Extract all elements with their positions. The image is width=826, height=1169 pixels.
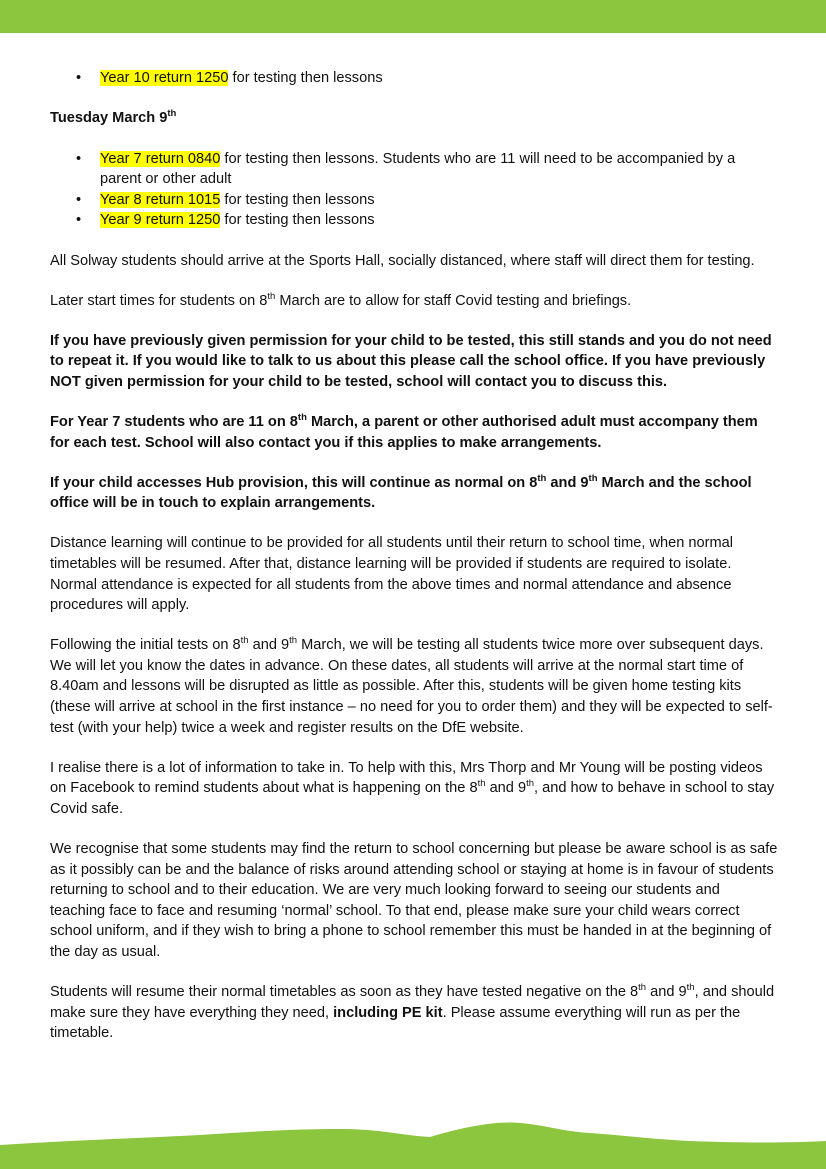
tuesday-return-list [50, 149, 778, 231]
list-item: • Year 9 return 1250 for testing then lessons [100, 210, 778, 231]
paragraph-arrival: All Solway students should arrive at the Sports Hall, socially distanced, where staff will direct them for testing. [50, 252, 755, 269]
letter-body [50, 68, 778, 1063]
paragraph-year7-adult: For Year 7 students who are 11 on 8th March, a parent or other authorised adult must accompany them for each test. School will also contact you if this applies to make arrangements. [50, 412, 758, 451]
pe-kit-emphasis: including PE kit [333, 1004, 443, 1021]
highlighted-return-time: Year 10 return 1250 [100, 70, 229, 86]
paragraph-videos: I realise there is a lot of information to take in. To help with this, Mrs Thorp and Mr Young will be posting videos on Facebook to remind students about what is happening on the 8th and 9th, and how to behave in school to stay Covid safe. [50, 759, 775, 817]
heading-tuesday: Tuesday March 9th [50, 108, 177, 127]
paragraph-later-start: Later start times for students on 8th March are to allow for staff Covid testing and briefings. [50, 290, 632, 309]
monday-return-list [50, 68, 778, 89]
paragraph-permission: If you have previously given permission for your child to be tested, this still stands and you do not need to repeat it. If you would like to talk to us about this please call the school office. If you have previously NOT given permission for your child to be tested, school will contact you to discuss this. [50, 332, 772, 390]
paragraph-hub-provision: If your child accesses Hub provision, this will continue as normal on 8th and 9th March and the school office will be in touch to explain arrangements. [50, 472, 752, 512]
paragraph-timetables: Students will resume their normal timetables as soon as they have tested negative on the 8th and 9th, and should make sure they have everything they need, including PE kit. Please assume everything will run as per the timetable. [50, 982, 775, 1042]
highlighted-return-time: Year 9 return 1250 [100, 212, 221, 229]
paragraph-further-testing: Following the initial tests on 8th and 9th March, we will be testing all students twice more over subsequent days. We will let you know the dates in advance. On these dates, all students will arrive at the normal start time of 8.40am and lessons will be disrupted as little as possible. After this, students will be given home testing kits (these will arrive at school in the first instance – no need for you to order them) and they will be expected to self-test (with your help) twice a week and register results on the DfE website. [50, 635, 773, 736]
footer-green-hills [0, 1115, 826, 1169]
header-green-band [0, 0, 826, 33]
paragraph-distance-learning: Distance learning will continue to be provided for all students until their return to school time, when normal timetables will be resumed. After that, distance learning will be provided if students are required to isolate. Normal attendance is expected for all students from the above times and normal attendance and absence procedures will apply. [50, 535, 734, 614]
paragraph-concerns: We recognise that some students may find the return to school concerning but please be aware school is as safe as it possibly can be and the balance of risks around attending school or staying at home is in favour of students returning to school and to their education. We are very much looking forward to seeing our students and teaching face to face and resuming ‘normal’ school. To that end, please make sure your child wears correct school uniform, and if they wish to bring a phone to school remember this must be handed in at the beginning of the day as usual. [50, 841, 778, 960]
list-item: • Year 10 return 1250 for testing then lessons [100, 68, 778, 89]
list-item: • Year 8 return 1015 for testing then lessons [100, 190, 778, 211]
highlighted-return-time: Year 8 return 1015 [100, 191, 221, 208]
list-item: • Year 7 return 0840 for testing then lessons. Students who are 11 will need to be accompanied by a parent or other adult [100, 149, 778, 190]
highlighted-return-time: Year 7 return 0840 [100, 150, 221, 167]
